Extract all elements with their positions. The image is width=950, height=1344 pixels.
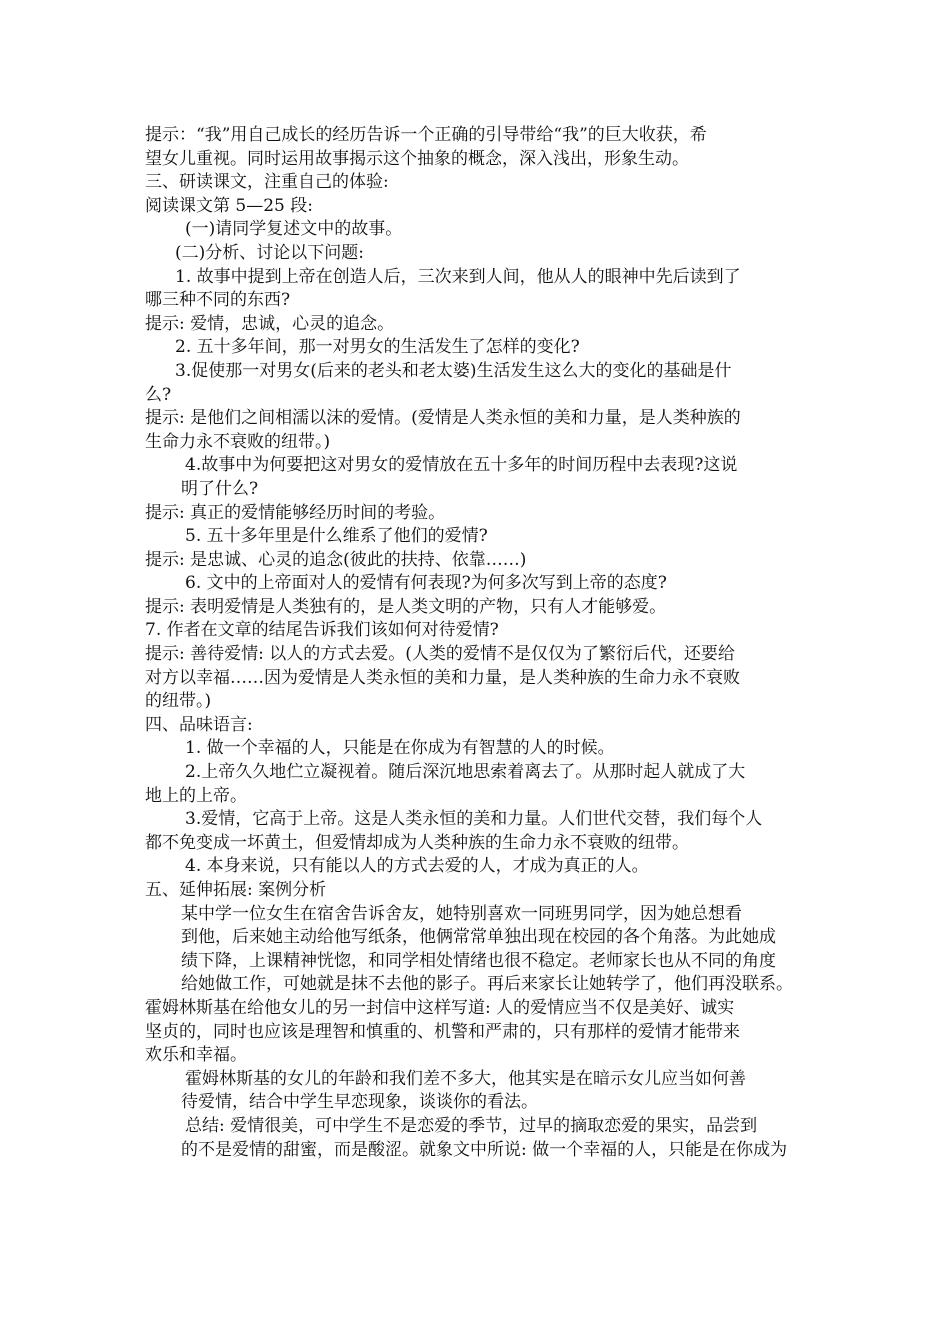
text-line: 到他，后来她主动给他写纸条，他俩常常单独出现在校园的各个角落。为此她成 xyxy=(181,927,776,948)
text-line: 2.上帝久久地伫立凝视着。随后深沉地思索着离去了。从那时起人就成了大 xyxy=(185,762,746,783)
text-line: 4. 本身来说，只有能以人的方式去爱的人，才成为真正的人。 xyxy=(185,856,649,877)
text-line: 么? xyxy=(145,384,172,405)
text-line: 坚贞的，同时也应该是理智和慎重的、机警和严肃的，只有那样的爱情才能带来 xyxy=(145,1021,740,1042)
text-line: (一)请同学复述文中的故事。 xyxy=(185,219,403,240)
text-line: 给她做工作，可她就是抹不去他的影子。再后来家长让她转学了，他们再没联系。 xyxy=(181,974,793,995)
text-line: (二)分析、讨论以下问题: xyxy=(175,242,364,263)
text-line: 阅读课文第 5—25 段: xyxy=(145,195,313,216)
text-line: 3.促使那一对男女(后来的老头和老太婆)生活发生这么大的变化的基础是什 xyxy=(175,360,732,381)
text-line: 提示：“我”用自己成长的经历告诉一个正确的引导带给“我”的巨大收获，希 xyxy=(145,125,707,145)
text-line: 提示: 是他们之间相濡以沫的爱情。(爱情是人类永恒的美和力量，是人类种族的 xyxy=(145,408,741,429)
text-line: 明了什么? xyxy=(181,478,259,499)
text-line: 提示: 真正的爱情能够经历时间的考验。 xyxy=(145,502,446,523)
text-line: 7. 作者在文章的结尾告诉我们该如何对待爱情? xyxy=(145,620,499,641)
text-line: 总结: 爱情很美，可中学生不是恋爱的季节，过早的摘取恋爱的果实，品尝到 xyxy=(185,1115,758,1136)
text-line: 提示: 表明爱情是人类独有的，是人类文明的产物，只有人才能够爱。 xyxy=(145,596,667,617)
text-line: 对方以幸福……因为爱情是人类永恒的美和力量，是人类种族的生命力永不衰败 xyxy=(145,667,740,688)
text-line: 提示: 是忠诚、心灵的追念(彼此的扶持、依靠……) xyxy=(145,549,527,570)
document-page xyxy=(145,124,809,1162)
text-line: 五、延伸拓展: 案例分析 xyxy=(145,880,327,900)
text-line: 地上的上帝。 xyxy=(145,785,247,806)
text-line: 都不免变成一坏黄土，但爱情却成为人类种族的生命力永不衰败的纽带。 xyxy=(145,832,689,853)
text-line: 1. 故事中提到上帝在创造人后，三次来到人间，他从人的眼神中先后读到了 xyxy=(175,266,741,287)
text-line: 3.爱情，它高于上帝。这是人类永恒的美和力量。人们世代交替，我们每个人 xyxy=(185,809,763,830)
text-line: 绩下降，上课精神恍惚，和同学相处情绪也很不稳定。老师家长也从不同的角度 xyxy=(181,950,776,971)
text-line: 2. 五十多年间，那一对男女的生活发生了怎样的变化? xyxy=(175,337,580,358)
text-line: 6. 文中的上帝面对人的爱情有何表现?为何多次写到上帝的态度? xyxy=(185,573,667,594)
text-line: 霍姆林斯基在给他女儿的另一封信中这样写道: 人的爱情应当不仅是美好、诚实 xyxy=(145,997,735,1018)
text-line: 霍姆林斯基的女儿的年龄和我们差不多大，他其实是在暗示女儿应当如何善 xyxy=(185,1068,746,1089)
text-line: 1. 做一个幸福的人，只能是在你成为有智慧的人的时候。 xyxy=(185,738,615,759)
text-line: 望女儿重视。同时运用故事揭示这个抽象的概念，深入浅出，形象生动。 xyxy=(145,148,689,169)
text-line: 提示: 善待爱情: 以人的方式去爱。(人类的爱情不是仅仅为了繁衍后代，还要给 xyxy=(145,644,735,665)
text-line: 提示: 爱情，忠诚，心灵的追念。 xyxy=(145,313,395,334)
text-line: 四、品味语言: xyxy=(145,714,253,735)
text-line: 5. 五十多年里是什么维系了他们的爱情? xyxy=(185,526,488,547)
text-line: 欢乐和幸福。 xyxy=(145,1045,247,1066)
text-line: 哪三种不同的东西? xyxy=(145,290,291,311)
text-line: 待爱情，结合中学生早恋现象，谈谈你的看法。 xyxy=(181,1092,538,1113)
text-line: 某中学一位女生在宿舍告诉舍友，她特别喜欢一同班男同学，因为她总想看 xyxy=(181,903,742,924)
text-line: 三、研读课文，注重自己的体验: xyxy=(145,172,389,193)
text-line: 生命力永不衰败的纽带。) xyxy=(145,431,331,452)
text-line: 的纽带。) xyxy=(145,691,212,712)
text-line: 的不是爱情的甜蜜，而是酸涩。就象文中所说: 做一个幸福的人，只能是在你成为 xyxy=(181,1139,788,1160)
text-line: 4.故事中为何要把这对男女的爱情放在五十多年的时间历程中去表现?这说 xyxy=(185,455,738,476)
